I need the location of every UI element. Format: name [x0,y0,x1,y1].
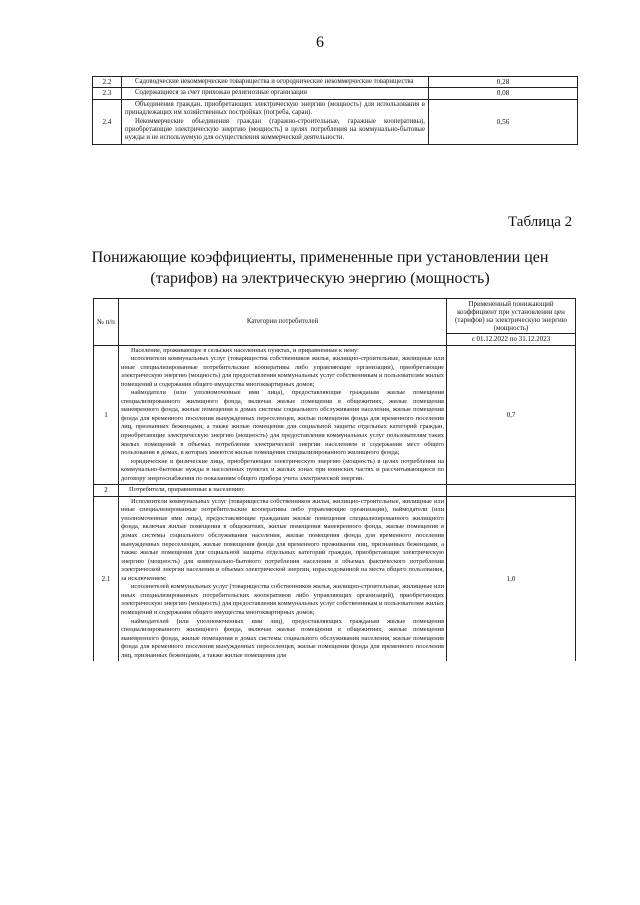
category-cell [122,88,429,99]
header-number: № п/п [94,299,119,346]
category-cell [119,485,447,497]
category-cell [122,99,429,144]
coefficient-value: 0,56 [429,99,578,144]
coefficient-value: 1,0 [447,496,576,661]
category-text: Содержащиеся за счет прихожан религиозные организации [135,89,308,97]
category-text: Объединения граждан, приобретающих электрическую энергию (мощность) для использования в принадлежащих им хозяйственных постройках (погреба, сараи). [125,100,425,117]
row-number: 2.1 [94,496,119,661]
table-row [93,99,578,144]
category-text: исполнители коммунальных услуг (товарищества собственников жилья, жилищно-строительные, жилищные или иные специализированные потребительские кооперативы либо управляющие организации), приобретающие электрическую энергию (мощность) для предоставления коммунальных услуг собственникам и пользователям жилых помещений и содержания общего имущества многоквартирных домов; [121,355,444,388]
category-cell [119,345,447,485]
page-number: 6 [316,34,324,51]
coefficient-value: 0,7 [447,345,576,485]
table-title: Понижающие коэффициенты, примененные при установлении цен (тарифов) на электрическую энергию (мощность) [91,249,549,287]
category-text: Потребители, приравненные к населению: [129,486,245,494]
continuation-table [92,76,578,145]
row-number: 2.2 [93,77,122,88]
row-number: 1 [94,345,119,485]
row-number: 2.4 [93,99,122,144]
coefficient-value [447,485,576,497]
category-text: Население, проживающее в сельских населенных пунктах, и приравненные к нему: [131,346,359,354]
category-text: Исполнители коммунальных услуг (товарищества собственников жилья, жилищно-строительные, жилищные или иные специализированные потребительские кооперативы либо управляющие организации), наймодатели (или уполномоченные ими лица), предоставляющие гражданам жилые помещения специализированного жилищного фонда, включая жилые помещения в общежитиях, жилые помещения маневренного фонда, жилые помещения в домах системы социального обслуживания населения, жилые помещения фонда для временного поселения вынужденных переселенцев, жилые помещения фонда для временного проживания лиц, признанных беженцами, а также жилые помещения для социальной защиты отдельных категорий граждан, приобретающие электрическую энергию (мощность) для коммунально-бытового потребления населения в объемах фактического потребления электрической энергии населения и объемах электрической энергии, израсходованной на места общего пользования, за исключением: [121,497,444,582]
table-row [93,77,578,88]
coefficient-value: 0,28 [429,77,578,88]
category-text: наймодатели (или уполномоченные ими лица), предоставляющие гражданам жилые помещения специализированного жилищного фонда, включая жилые помещения в общежитиях, жилые помещения маневренного фонда, жилые помещения в домах системы социального обслуживания населения, жилые помещения фонда для временного поселения вынужденных переселенцев, жилые помещения фонда для временного поселения лиц, признанных беженцами, а также жилые помещения для социальной защиты отдельных категорий граждан, приобретающие электрическую энергию (мощность) для предоставления коммунальных услуг пользователям таких жилых помещений в объемах потребления электрической энергии населением и содержания мест общего пользования в домах, в которых имеются жилые помещения специализированного жилищного фонда; [121,389,444,457]
category-text: исполнителей коммунальных услуг (товарищества собственников жилья, жилищно-строительные, жилищные или иных специализированных потребительских кооперативов либо управляющих организаций), приобретающих электрическую энергию (мощность) для предоставления коммунальных услуг собственникам и пользователям жилых помещений и содержания общего имущества многоквартирных домов; [121,583,444,616]
category-cell [119,496,447,661]
table-row [94,496,576,661]
table-label: Таблица 2 [508,214,573,230]
table-row [94,345,576,485]
table-header-row [94,299,576,334]
coefficient-value: 0,08 [429,88,578,99]
header-coefficient: Примененный понижающий коэффициент при установлении цен (тарифов) на электрическую энергию (мощность) [447,299,576,334]
row-number: 2 [94,485,119,497]
category-text: юридические и физические лица, приобретающие электрическую энергию (мощность) в целях потребления на коммунально-бытовые нужды в населенных пунктах и жилых зонах при воинских частях и рассчитывающиеся по договору энергоснабжения по показаниям общего прибора учета электрической энергии. [121,457,444,482]
coefficients-table [93,298,576,661]
table-row [93,88,578,99]
category-cell [122,77,429,88]
category-text: Садоводческие некоммерческие товарищества и огороднические некоммерческие товарищества [135,78,414,85]
table-row [94,485,576,497]
category-text: Некоммерческие объединения граждан (гаражно-строительные, гаражные кооперативы), приобретающие электрическую энергию (мощность) в целях потребления на коммунально-бытовые нужды и не используемую для осуществления коммерческой деятельности. [125,117,425,142]
row-number: 2.3 [93,88,122,99]
category-text: наймодателей (или уполномоченных ими лиц), предоставляющих гражданам жилые помещения специализированного жилищного фонда, включая жилые помещения в общежитиях, жилые помещения маневренного фонда, жилые помещения в домах системы социального обслуживания населения, жилые помещения фонда для временного поселения вынужденных переселенцев, жилые помещения фонда для временного поселения лиц, признанных беженцами, а также жилые помещения для [121,617,444,659]
header-period: с 01.12.2022 по 31.12.2023 [447,334,576,346]
header-category: Категории потребителей [119,299,447,346]
